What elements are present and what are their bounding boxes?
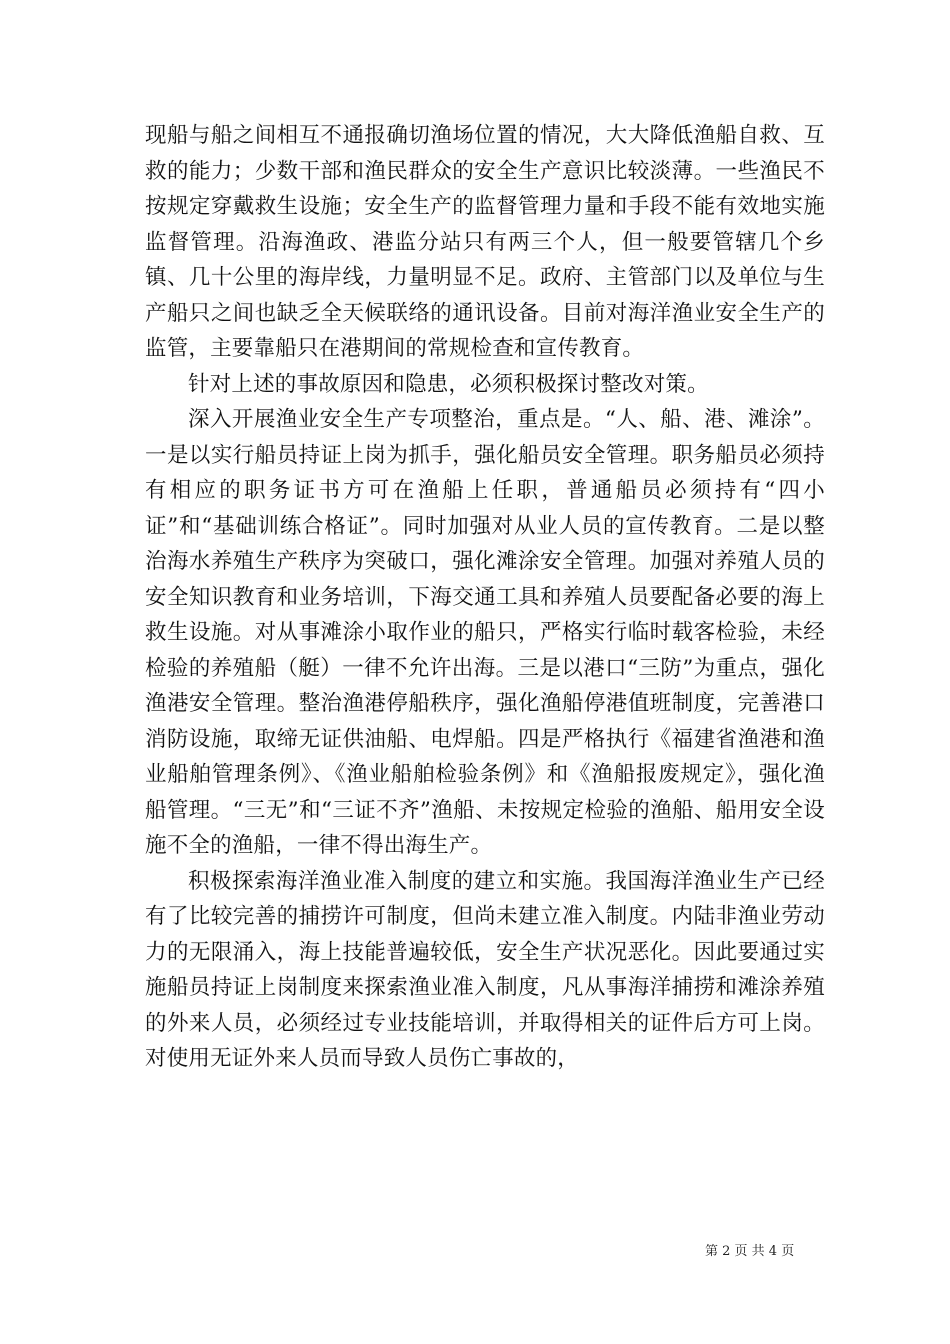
document-body [145, 118, 825, 1077]
paragraph-1: 现船与船之间相互不通报确切渔场位置的情况，大大降低渔船自救、互救的能力；少数干部和渔民群众的安全生产意识比较淡薄。一些渔民不按规定穿戴救生设施；安全生产的监督管理力量和手段不能有效地实施监督管理。沿海渔政、港监分站只有两三个人，但一般要管辖几个乡镇、几十公里的海岸线，力量明显不足。政府、主管部门以及单位与生产船只之间也缺乏全天候联络的通讯设备。目前对海洋渔业安全生产的监管，主要靠船只在港期间的常规检查和宣传教育。 [145, 123, 825, 361]
paragraph-2: 针对上述的事故原因和隐患，必须积极探讨整改对策。 [188, 371, 709, 397]
paragraph-4: 积极探索海洋渔业准入制度的建立和实施。我国海洋渔业生产已经有了比较完善的捕捞许可制度，但尚未建立准入制度。内陆非渔业劳动力的无限涌入，海上技能普遍较低，安全生产状况恶化。因此要通过实施船员持证上岗制度来探索渔业准入制度，凡从事海洋捕捞和滩涂养殖的外来人员，必须经过专业技能培训，并取得相关的证件后方可上岗。对使用无证外来人员而导致人员伤亡事故的， [145, 868, 825, 1071]
paragraph-3: 深入开展渔业安全生产专项整治，重点是。“人、船、港、滩涂”。一是以实行船员持证上岗为抓手，强化船员安全管理。职务船员必须持有相应的职务证书方可在渔船上任职，普通船员必须持有“四小证”和“基础训练合格证”。同时加强对从业人员的宣传教育。二是以整治海水养殖生产秩序为突破口，强化滩涂安全管理。加强对养殖人员的安全知识教育和业务培训，下海交通工具和养殖人员要配备必要的海上救生设施。对从事滩涂小取作业的船只，严格实行临时载客检验，未经检验的养殖船（艇）一律不允许出海。三是以港口“三防”为重点，强化渔港安全管理。整治渔港停船秩序，强化渔船停港值班制度，完善港口消防设施，取缔无证供油船、电焊船。四是严格执行《福建省渔港和渔业船舶管理条例》、《渔业船舶检验条例》和《渔船报废规定》，强化渔船管理。“三无”和“三证不齐”渔船、未按规定检验的渔船、船用安全设施不全的渔船，一律不得出海生产。 [145, 407, 825, 858]
page-number: 第 2 页 共 4 页 [705, 1244, 795, 1259]
